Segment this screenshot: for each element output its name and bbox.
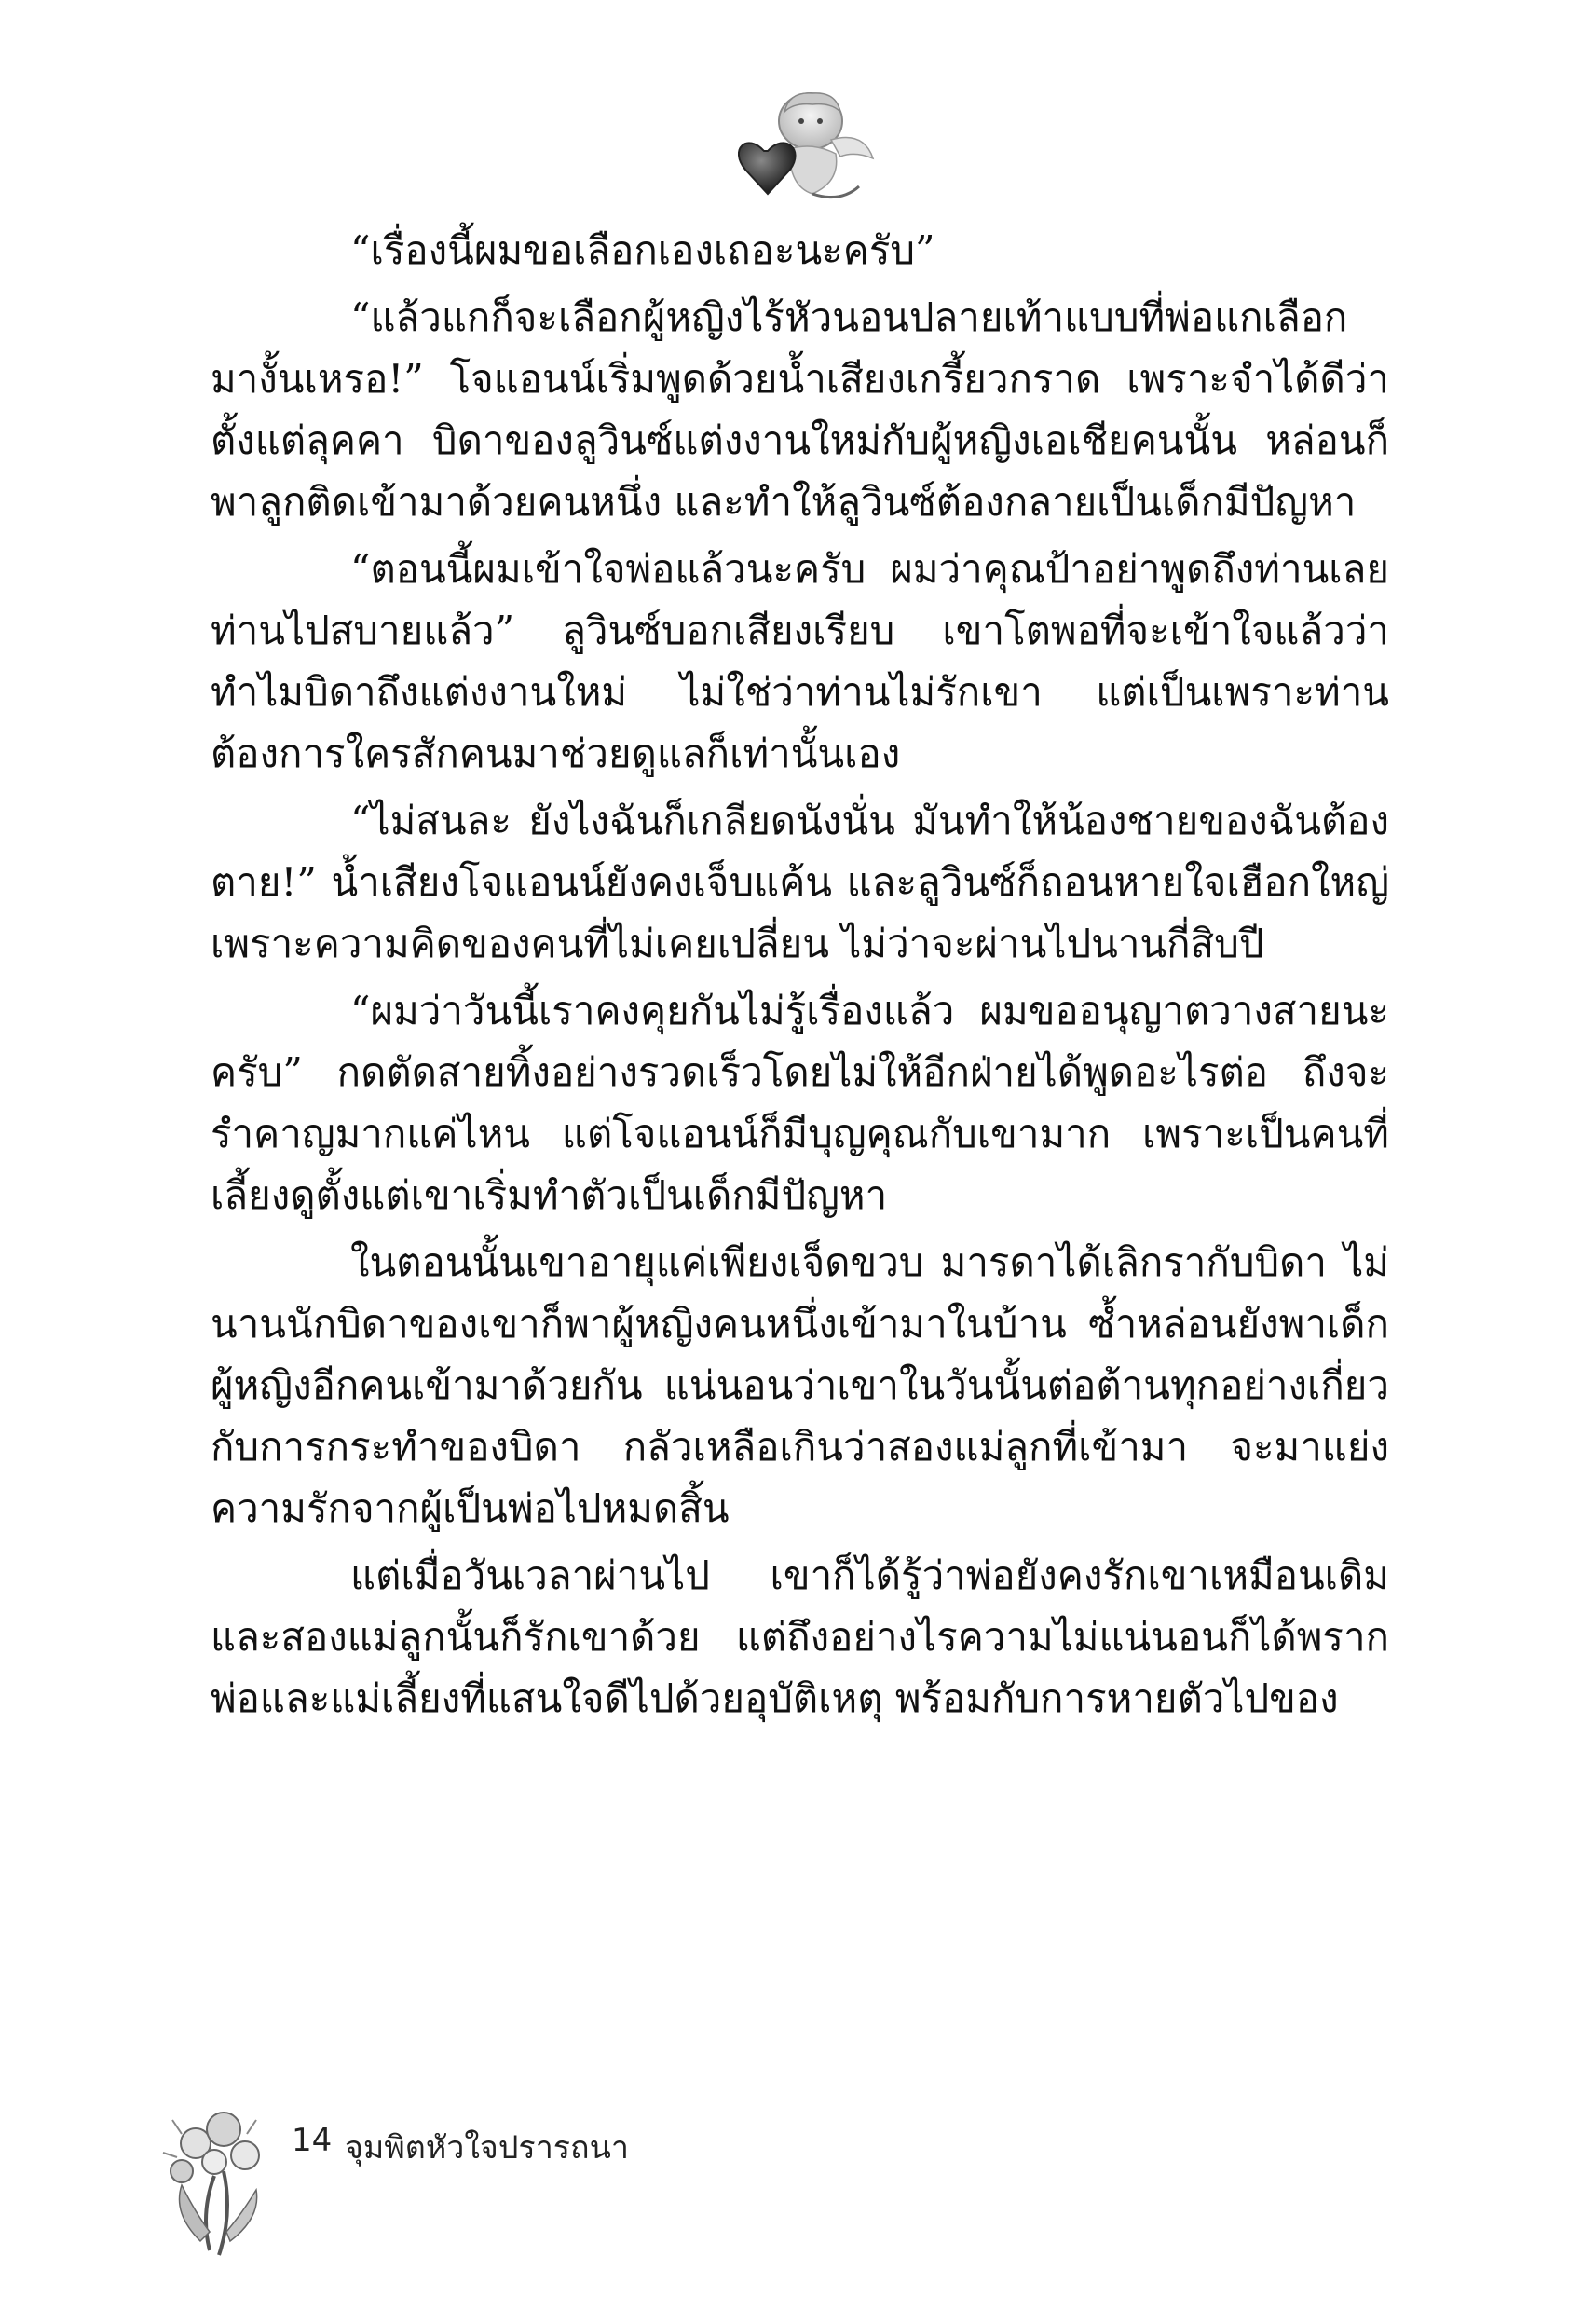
paragraph: “ผมว่าวันนี้เราคงคุยกันไม่รู้เรื่องแล้ว ผมขออนุญาตวางสายนะครับ” กดตัดสายทิ้งอย่างรวดเร็วโดยไม่ให้อีกฝ่ายได้พูดอะไรต่อ ถึงจะรำคาญมากแค่ไหน แต่โจแอนน์ก็มีบุญคุณกับเขามาก เพราะเป็นคนที่เลี้ยงดูตั้งแต่เขาเริ่มทำตัวเป็นเด็กมีปัญหา (211, 988, 1389, 1218)
page-number: 14 (292, 2122, 333, 2159)
paragraph: “แล้วแกก็จะเลือกผู้หญิงไร้หัวนอนปลายเท้าแบบที่พ่อแกเลือกมางั้นเหรอ!” โจแอนน์เริ่มพูดด้วยน้ำเสียงเกรี้ยวกราด เพราะจำได้ดีว่าตั้งแต่ลุคคา บิดาของลูวินซ์แต่งงานใหม่กับผู้หญิงเอเชียคนนั้น หล่อนก็พาลูกติดเข้ามาด้วยคนหนึ่ง และทำให้ลูวินซ์ต้องกลายเป็นเด็กมีปัญหา (211, 294, 1389, 525)
paragraph: “ตอนนี้ผมเข้าใจพ่อแล้วนะครับ ผมว่าคุณป้าอย่าพูดถึงท่านเลย ท่านไปสบายแล้ว” ลูวินซ์บอกเสียงเรียบ เขาโตพอที่จะเข้าใจแล้วว่าทำไมบิดาถึงแต่งงานใหม่ ไม่ใช่ว่าท่านไม่รักเขา แต่เป็นเพราะท่านต้องการใครสักคนมาช่วยดูแลก็เท่านั้นเอง (211, 546, 1389, 776)
page-footer (144, 2101, 797, 2260)
flower-bouquet-icon (144, 2101, 284, 2260)
paragraph: “ไม่สนละ ยังไงฉันก็เกลียดนังนั่น มันทำให้น้องชายของฉันต้องตาย!” น้ำเสียงโจแอนน์ยังคงเจ็บแค้น และลูวินซ์ก็ถอนหายใจเฮือกใหญ่เพราะความคิดของคนที่ไม่เคยเปลี่ยน ไม่ว่าจะผ่านไปนานกี่สิบปี (211, 798, 1389, 966)
paragraph: แต่เมื่อวันเวลาผ่านไป เขาก็ได้รู้ว่าพ่อยังคงรักเขาเหมือนเดิม และสองแม่ลูกนั้นก็รักเขาด้วย แต่ถึงอย่างไรความไม่แน่นอนก็ได้พรากพ่อและแม่เลี้ยงที่แสนใจดีไปด้วยอุบัติเหตุ พร้อมกับการหายตัวไปของ (211, 1552, 1389, 1721)
book-title: จุมพิตหัวใจปรารถนา (345, 2129, 629, 2167)
paragraph: ในตอนนั้นเขาอายุแค่เพียงเจ็ดขวบ มารดาได้เลิกรากับบิดา ไม่นานนักบิดาของเขาก็พาผู้หญิงคนหนึ่งเข้ามาในบ้าน ซ้ำหล่อนยังพาเด็กผู้หญิงอีกคนเข้ามาด้วยกัน แน่นอนว่าเขาในวันนั้นต่อต้านทุกอย่างเกี่ยวกับการกระทำของบิดา กลัวเหลือเกินว่าสองแม่ลูกที่เข้ามา จะมาแย่งความรักจากผู้เป็นพ่อไปหมดสิ้น (211, 1239, 1389, 1531)
paragraph: “เรื่องนี้ผมขอเลือกเองเถอะนะครับ” (350, 227, 935, 273)
body-text (211, 220, 1389, 1735)
cupid-heart-icon (701, 84, 887, 214)
